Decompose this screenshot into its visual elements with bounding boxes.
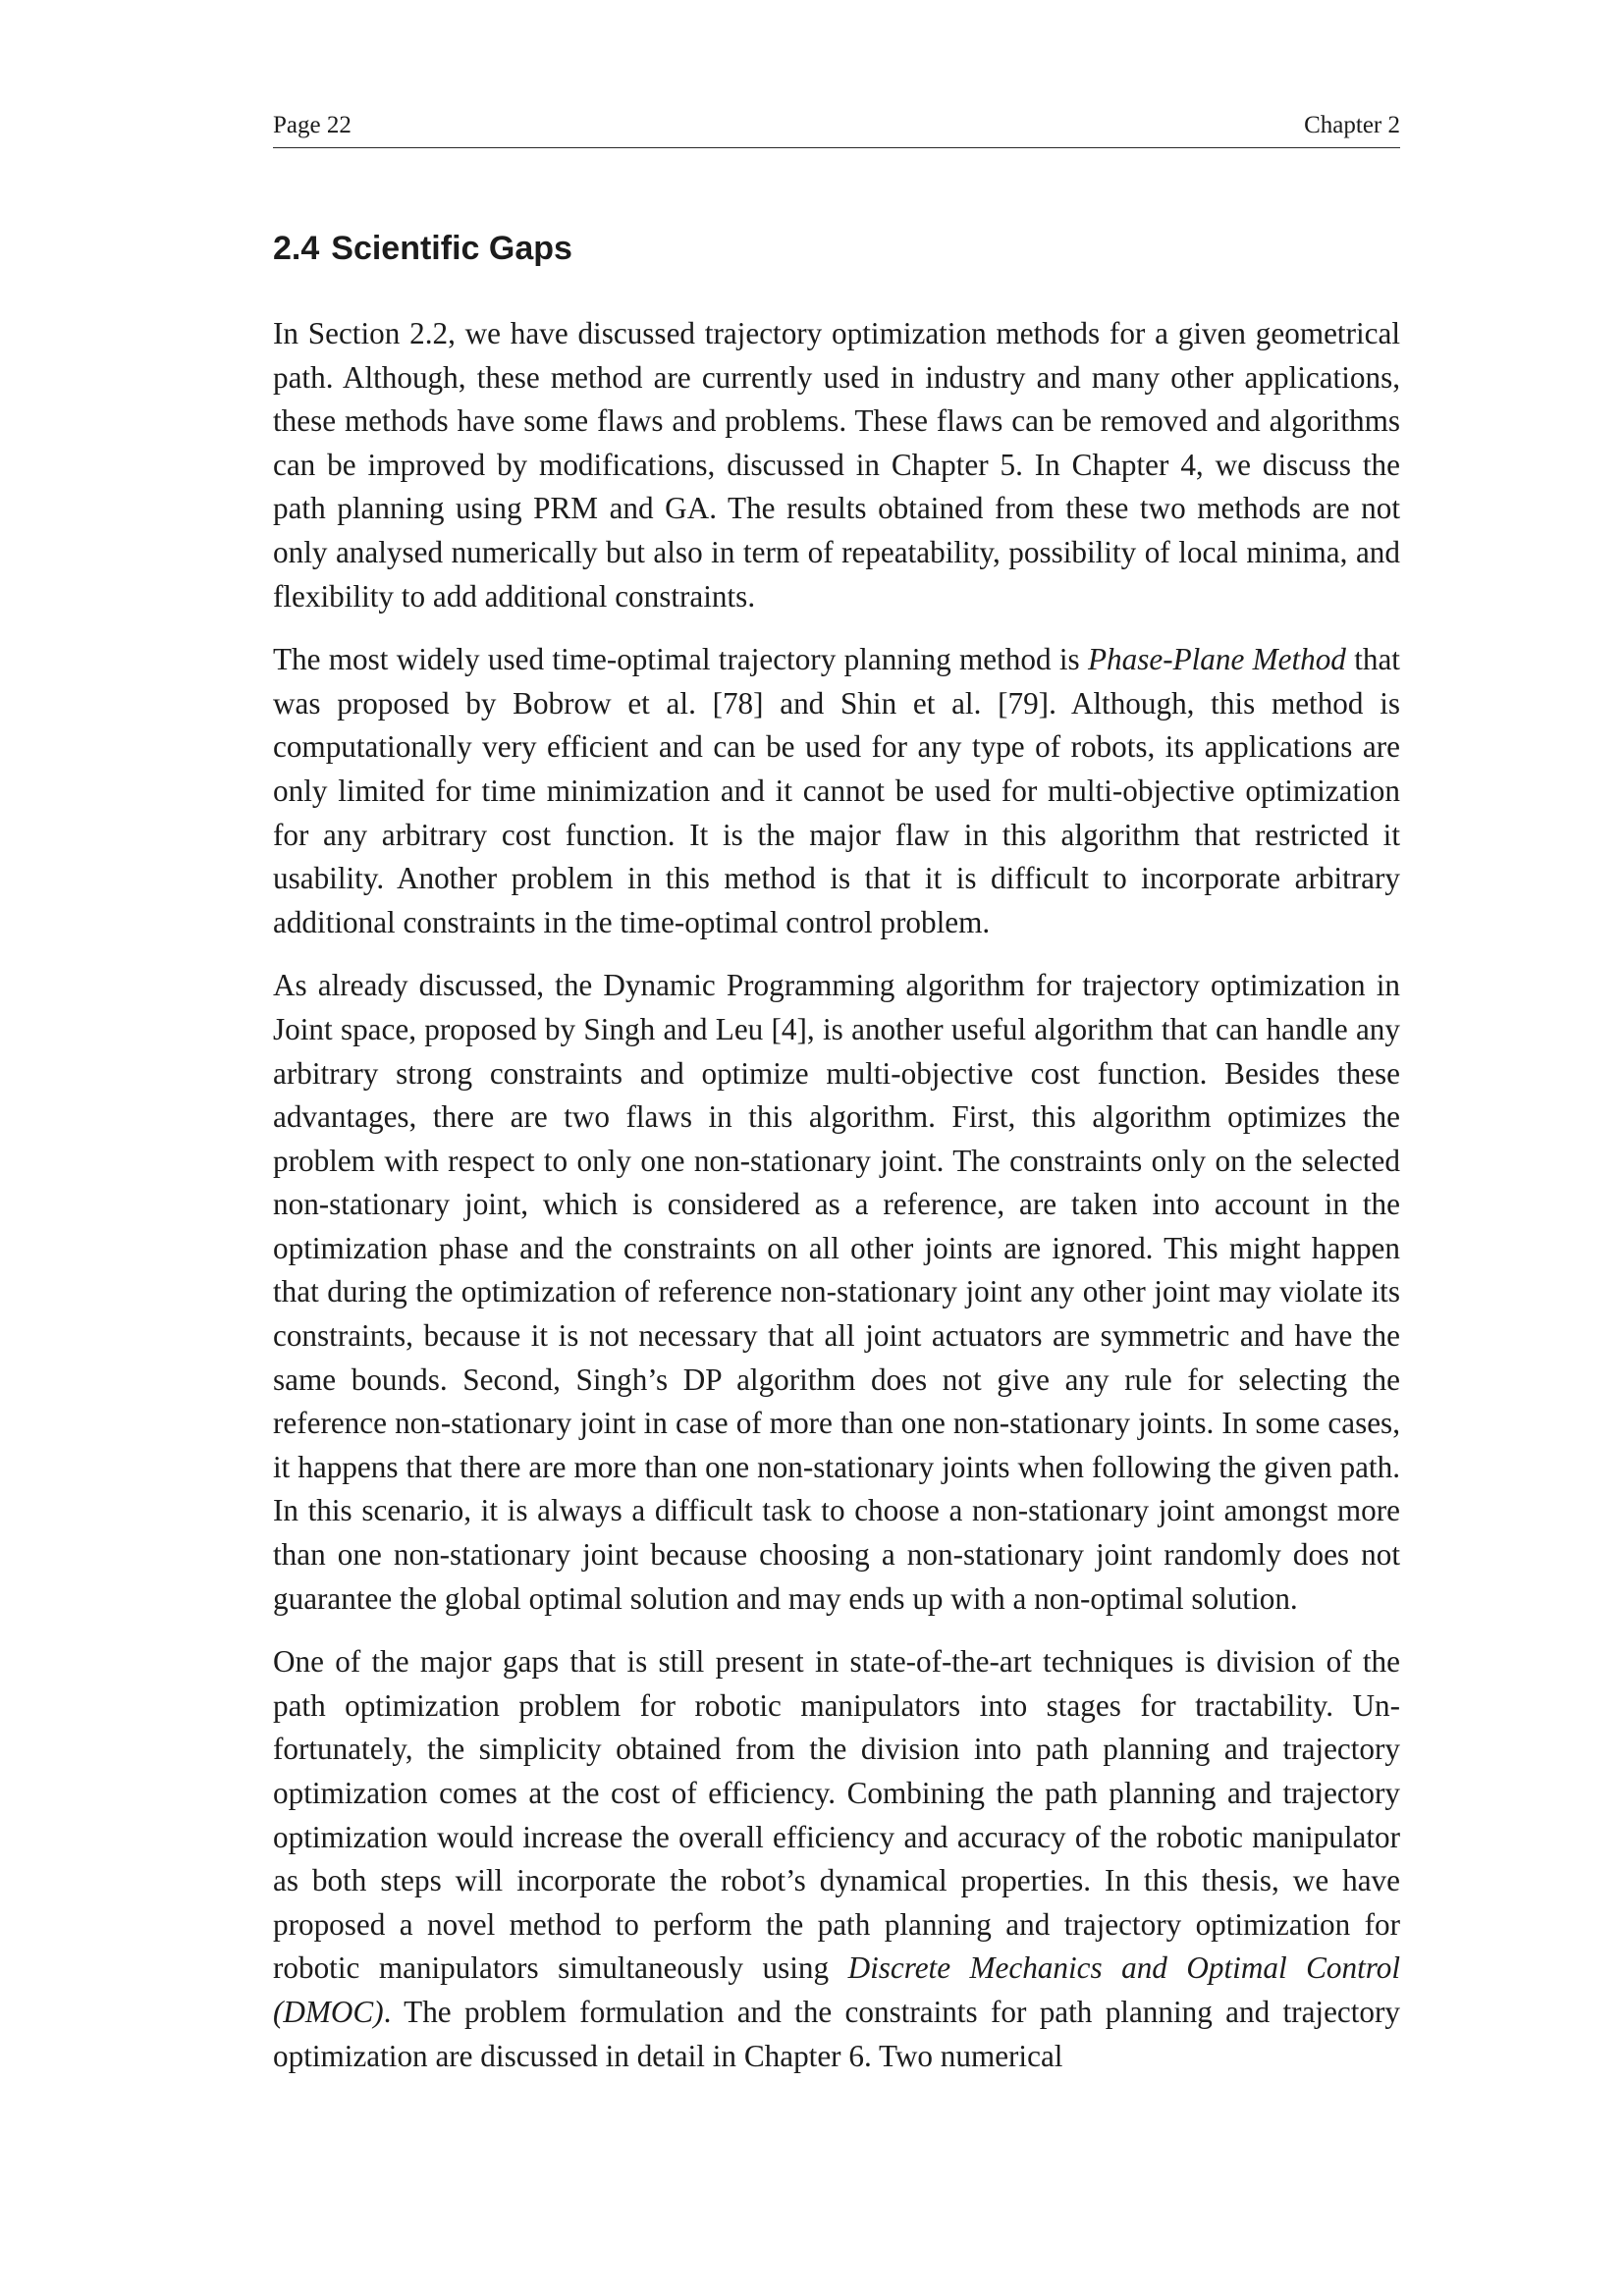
body-text — [273, 312, 1400, 2098]
section-heading — [273, 230, 572, 268]
chapter-label: Chapter 2 — [1304, 112, 1400, 138]
paragraph-4-text-b: . The problem formulation and the constraints for path planning and trajectory optimization are discussed in detail in Chapter 6. Two numerical — [273, 1994, 1400, 2073]
paragraph-1: In Section 2.2, we have discussed trajectory optimization methods for a given geometrical path. Although, these method are currently used in industry and many other applications, these methods have some flaws and problems. These flaws can be removed and algorithms can be improved by modifications, discussed in Chapter 5. In Chapter 4, we discuss the path planning using PRM and GA. The results obtained from these two methods are not only analysed numerically but also in term of repeatability, possibility of local minima, and flexibility to add additional constraints. — [273, 316, 1400, 614]
paragraph-4 — [273, 1640, 1400, 2078]
paragraph-2 — [273, 638, 1400, 944]
section-number: 2.4 — [273, 230, 320, 267]
section-title-text: Scientific Gaps — [331, 230, 572, 267]
page-number: Page 22 — [273, 112, 352, 138]
running-header — [273, 110, 1400, 148]
paragraph-4-emphasis: Discrete Mechanics and Optimal Control (DMOC) — [273, 1950, 1400, 2029]
paragraph-2-text-a: The most widely used time-optimal trajectory planning method is — [273, 642, 1088, 677]
paragraph-2-text-b: that was proposed by Bobrow et al. [78] and Shin et al. [79]. Although, this method is computationally very efficient and can be used for any type of robots, its applications are only limited for time minimization and it cannot be used for multi-objective optimization for any arbitrary cost function. It is the major flaw in this algorithm that restricted it usability. Another problem in this method is that it is difficult to incorporate arbitrary additional constraints in the time-optimal control problem. — [273, 642, 1400, 939]
paragraph-2-emphasis: Phase-Plane Method — [1087, 642, 1346, 677]
paragraph-4-text-a: One of the major gaps that is still present in state-of-the-art techniques is division of the path optimization problem for robotic manipulators into stages for tractability. Unfortunately, the simplicity obtained from the division into path planning and trajectory optimization comes at the cost of efficiency. Combining the path planning and trajectory optimization would increase the overall efficiency and accuracy of the robotic manipulator as both steps will incorporate the robot’s dynamical properties. In this thesis, we have proposed a novel method to perform the path planning and trajectory optimization for robotic manipulators simultaneously using — [273, 1644, 1400, 1986]
paragraph-3: As already discussed, the Dynamic Programming algorithm for trajectory optimization in Joint space, proposed by Singh and Leu [4], is another useful algorithm that can handle any arbitrary strong constraints and optimize multi-objective cost function. Besides these advantages, there are two flaws in this algorithm. First, this algorithm optimizes the problem with respect to only one non-stationary joint. The constraints only on the selected non-stationary joint, which is considered as a reference, are taken into account in the optimization phase and the constraints on all other joints are ignored. This might happen that during the optimization of reference non-stationary joint any other joint may violate its constraints, because it is not necessary that all joint actuators are symmetric and have the same bounds. Second, Singh’s DP algorithm does not give any rule for selecting the reference non-stationary joint in case of more than one non-stationary joints. In some cases, it happens that there are more than one non-stationary joints when following the given path. In this scenario, it is always a difficult task to choose a non-stationary joint amongst more than one non-stationary joint because choosing a non-stationary joint randomly does not guarantee the global optimal solution and may ends up with a non-optimal solution. — [273, 968, 1400, 1616]
